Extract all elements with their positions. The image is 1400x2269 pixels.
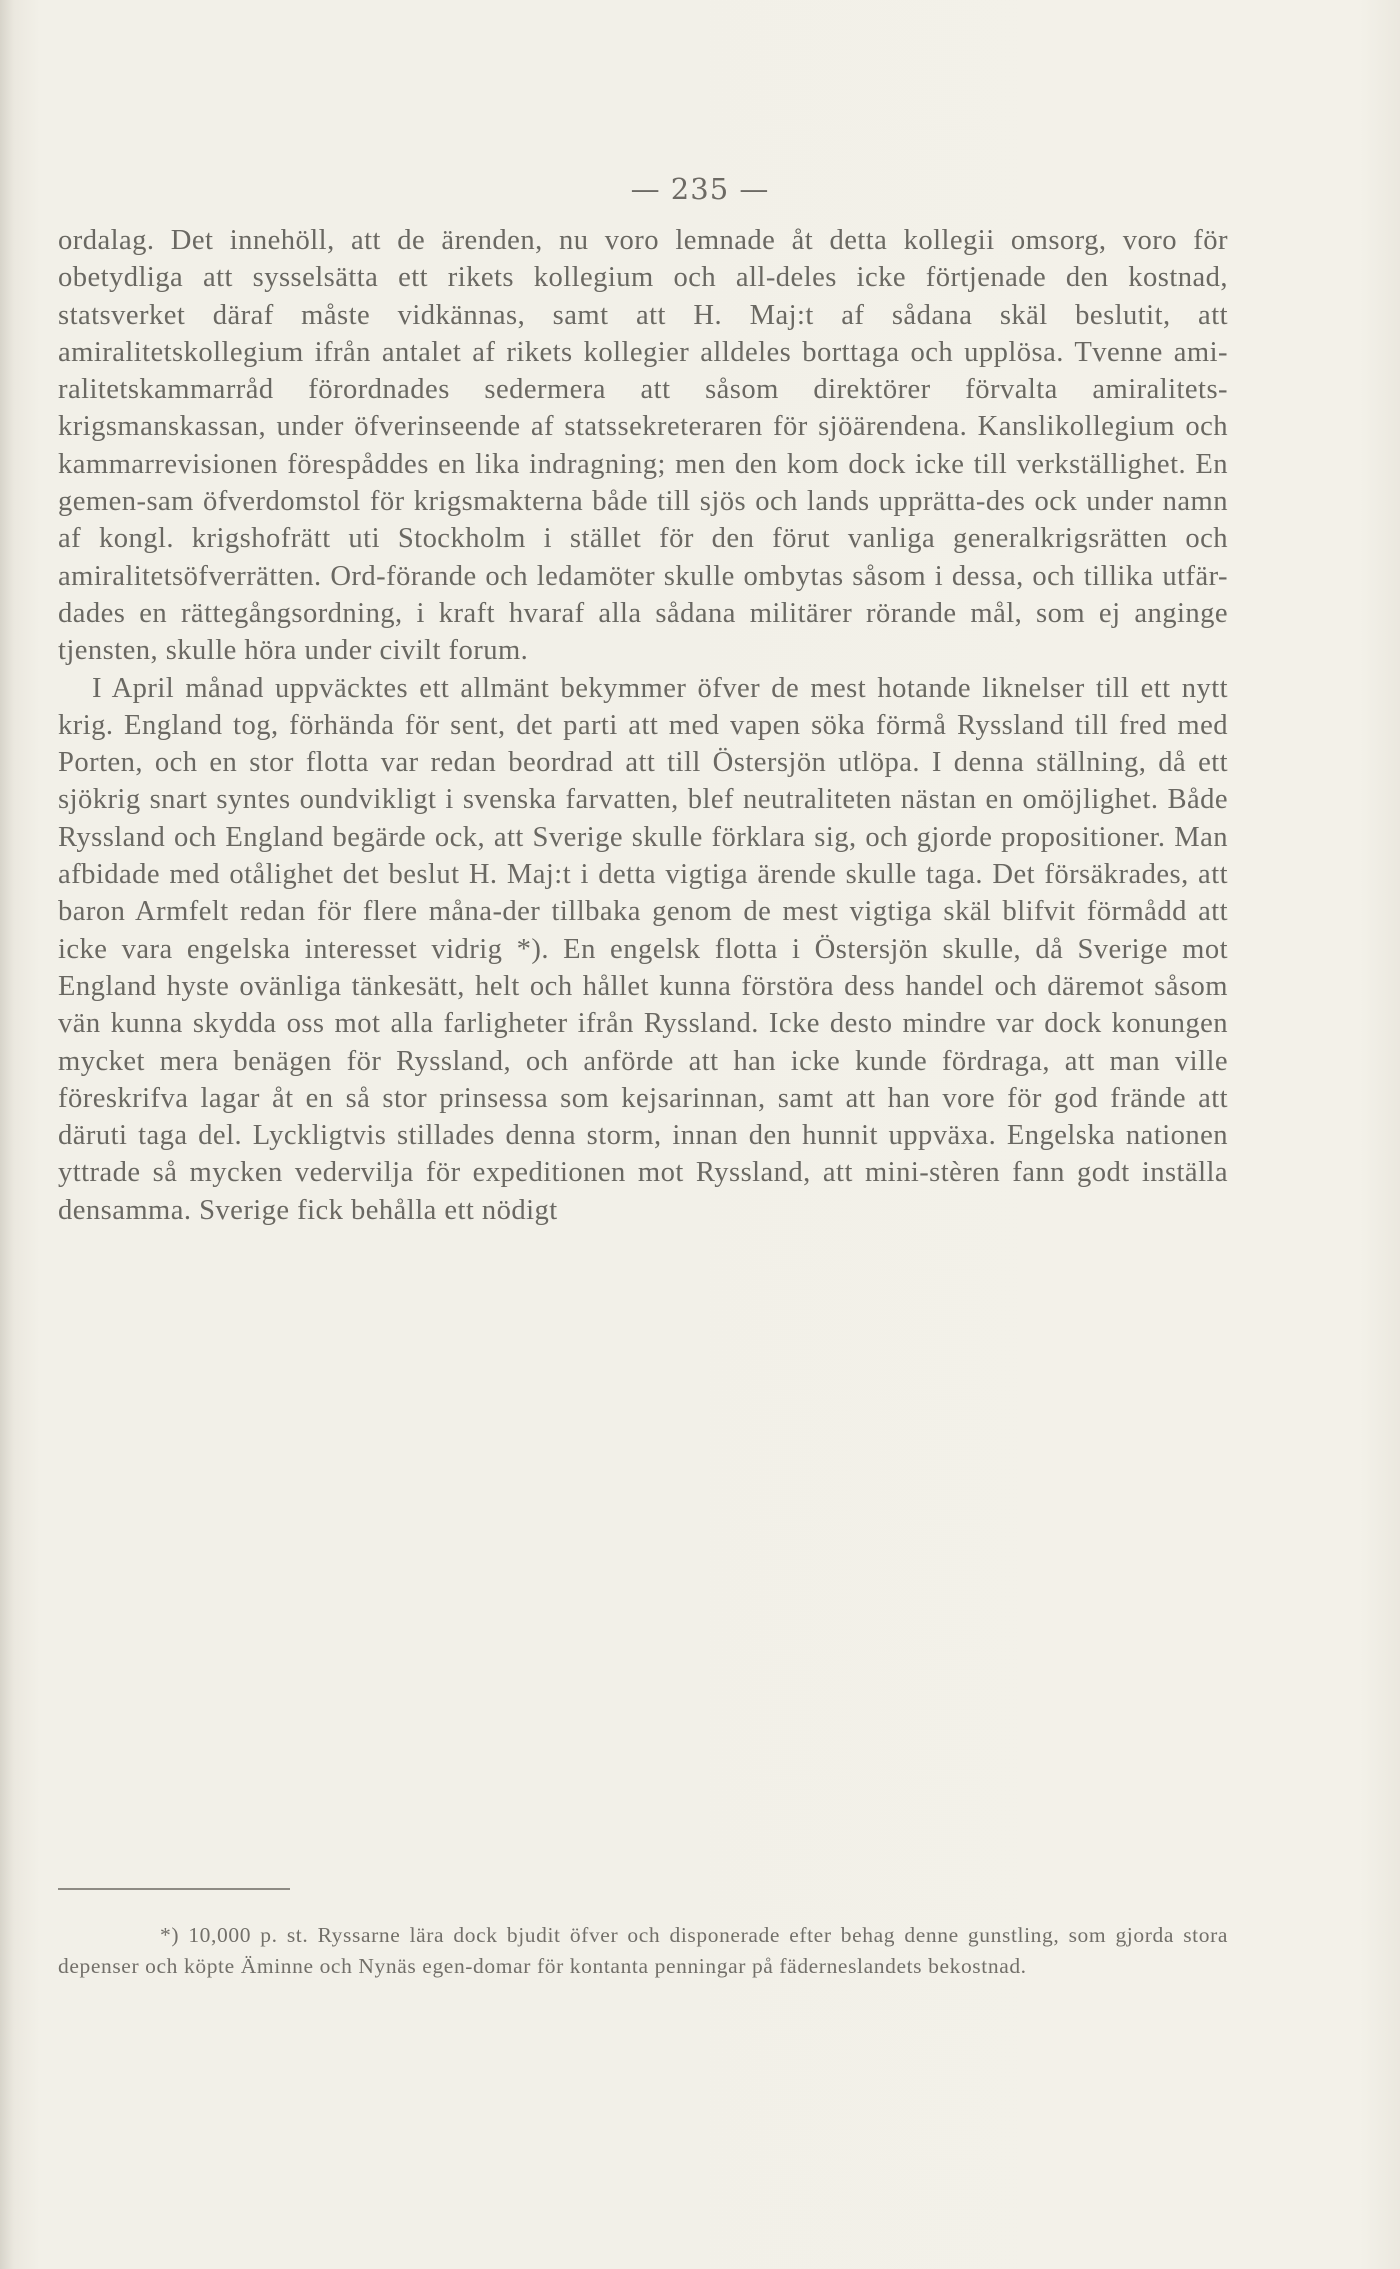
- paragraph-1: ordalag. Det innehöll, att de ärenden, nu voro lemnade åt detta kollegii omsorg, voro för obetydliga att sysselsätta ett rikets kollegium och all-deles icke förtjenade den kostnad, statsverket däraf måste vidkännas, samt att H. Maj:t af sådana skäl beslutit, att amiralitetskollegium ifrån antalet af rikets kollegier alldeles borttaga och upplösa. Tvenne ami-ralitetskammarråd förordnades sedermera att såsom direktörer förvalta amiralitets-krigsmanskassan, under öfverinseende af statssekreteraren för sjöärendena. Kanslikollegium och kammarrevisionen förespåddes en lika indragning; men den kom dock icke till verkställighet. En gemen-sam öfverdomstol för krigsmakterna både till sjös och lands upprätta-des ock under namn af kongl. krigshofrätt uti Stockholm i stället för den förut vanliga generalkrigsrätten och amiralitetsöfverrätten. Ord-förande och ledamöter skulle ombytas såsom i dessa, och tillika utfär-dades en rättegångsordning, i kraft hvaraf alla sådana militärer rörande mål, som ej anginge tjensten, skulle höra under civilt forum.: [58, 225, 1228, 667]
- body-text: [58, 222, 1228, 1229]
- paragraph-2: I April månad uppväcktes ett allmänt bekymmer öfver de mest hotande liknelser till ett nytt krig. England tog, förhända för sent, det parti att med vapen söka förmå Ryssland till fred med Porten, och en stor flotta var redan beordrad att till Östersjön utlöpa. I denna ställning, då ett sjökrig snart syntes oundvikligt i svenska farvatten, blef neutraliteten nästan en omöjlighet. Både Ryssland och England begärde ock, att Sverige skulle förklara sig, och gjorde propositioner. Man afbidade med otålighet det beslut H. Maj:t i detta vigtiga ärende skulle taga. Det försäkrades, att baron Armfelt redan för flere måna-der tillbaka genom de mest vigtiga skäl blifvit förmådd att icke vara engelska interesset vidrig *). En engelsk flotta i Östersjön skulle, då Sverige mot England hyste ovänliga tänkesätt, helt och hållet kunna förstöra dess handel och däremot såsom vän kunna skydda oss mot alla farligheter ifrån Ryssland. Icke desto mindre var dock konungen mycket mera benägen för Ryssland, och anförde att han icke kunde fördraga, att man ville föreskrifva lagar åt en så stor prinsessa som kejsarinnan, samt att han vore för god frände att däruti taga del. Lyckligtvis stillades denna storm, innan den hunnit uppväxa. Engelska nationen yttrade så mycken vedervilja för expeditionen mot Ryssland, att mini-stèren fann godt inställa densamma. Sverige fick behålla ett nödigt: [58, 672, 1228, 1226]
- page-number: — 235 —: [630, 172, 770, 206]
- footnote: *) 10,000 p. st. Ryssarne lära dock bjudit öfver och disponerade efter behag denne gunstling, som gjorda stora depenser och köpte Äminne och Nynäs egen-domar för kontanta penningar på fäderneslandets bekostnad.: [58, 1923, 1228, 1978]
- footnote-divider: [58, 1888, 290, 1890]
